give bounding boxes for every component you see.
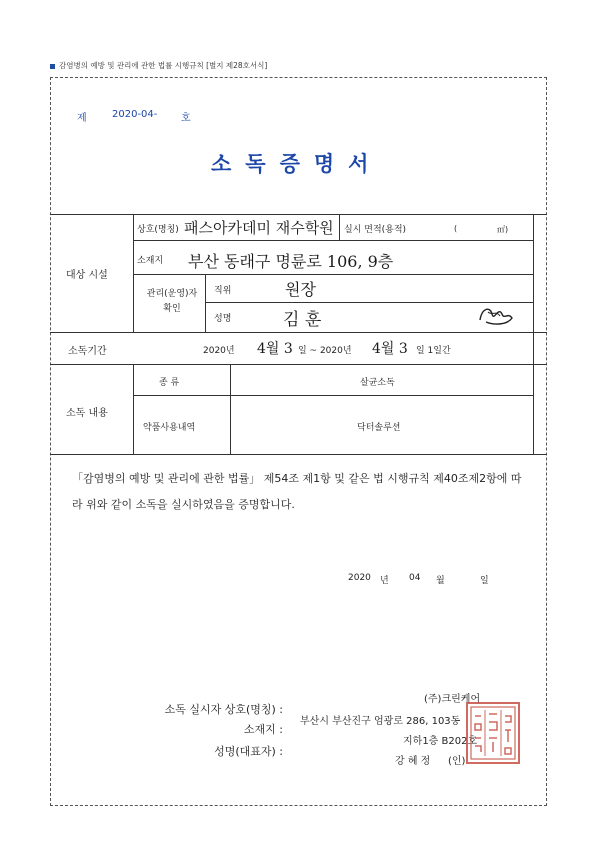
position-label: 직위 bbox=[214, 286, 232, 296]
performer-business: (주)크린케어 bbox=[424, 694, 481, 705]
table-line bbox=[50, 364, 547, 365]
table-line bbox=[133, 364, 134, 454]
performer-seal-mark: (인) bbox=[448, 756, 466, 767]
performer-business-label: 소독 실시자 상호(명칭) : bbox=[164, 703, 283, 716]
type-label: 종 류 bbox=[159, 378, 180, 388]
performer-address-line2: 지하1층 B202호 bbox=[403, 736, 478, 747]
certification-statement: 「감염병의 예방 및 관리에 관한 법률」 제54조 제1항 및 같은 법 시행규칙 제40조제2항에 따라 위와 같이 소독을 실시하였음을 증명합니다. bbox=[72, 472, 522, 511]
address-value: 부산 동래구 명륜로 106, 9층 bbox=[188, 252, 394, 271]
manager-label: 관리(운영)자 확인 bbox=[146, 289, 198, 314]
table-line bbox=[133, 395, 533, 396]
table-line bbox=[133, 214, 134, 332]
date-year: 2020 bbox=[348, 573, 371, 583]
doc-number-suffix: 호 bbox=[181, 113, 191, 124]
period-start-year: 2020년 bbox=[203, 346, 235, 356]
company-seal-icon bbox=[466, 702, 520, 764]
content-group-label: 소독 내용 bbox=[66, 408, 108, 419]
target-group-label: 대상 시설 bbox=[66, 270, 108, 281]
date-day-unit: 일 bbox=[480, 576, 489, 586]
table-line bbox=[339, 214, 340, 240]
table-line bbox=[230, 364, 231, 454]
drug-value: 닥터솔루션 bbox=[357, 423, 401, 433]
address-label: 소재지 bbox=[137, 256, 164, 266]
table-line bbox=[533, 214, 534, 454]
form-header bbox=[50, 60, 267, 71]
drug-label: 약품사용내역 bbox=[143, 423, 196, 433]
table-line bbox=[133, 274, 533, 275]
business-label: 상호(명칭) bbox=[137, 225, 179, 235]
business-value: 패스아카데미 재수학원 bbox=[184, 219, 334, 237]
date-month-unit: 월 bbox=[436, 576, 445, 586]
performer-address-line1: 부산시 부산진구 엄광로 286, 103동 bbox=[300, 716, 461, 727]
performer-name-label: 성명(대표자) : bbox=[214, 745, 283, 758]
name-label: 성명 bbox=[214, 314, 232, 324]
name-value: 김 훈 bbox=[283, 310, 322, 330]
form-header-text: 감염병의 예방 및 관리에 관한 법률 시행규칙 [별지 제28호서식] bbox=[59, 61, 268, 70]
table-line bbox=[133, 240, 533, 241]
doc-number-prefix: 제 bbox=[77, 113, 87, 124]
position-value: 원장 bbox=[285, 280, 316, 299]
table-line bbox=[205, 274, 206, 332]
date-year-unit: 년 bbox=[380, 576, 389, 586]
square-bullet-icon bbox=[50, 64, 55, 69]
table-line bbox=[50, 332, 547, 333]
signature-mark bbox=[476, 302, 516, 328]
area-label: 실시 면적(용적) bbox=[344, 225, 407, 235]
table-line bbox=[50, 214, 547, 215]
performer-representative: 강 혜 정 bbox=[395, 756, 431, 767]
period-end-day: 일 1일간 bbox=[416, 346, 451, 356]
document-title: 소독증명서 bbox=[211, 152, 383, 176]
period-label: 소독기간 bbox=[68, 346, 107, 357]
period-start-day: 일 ~ 2020년 bbox=[298, 346, 352, 356]
date-month: 04 bbox=[409, 573, 421, 583]
area-unit: ㎡) bbox=[497, 225, 509, 234]
performer-address-label: 소재지 : bbox=[243, 723, 283, 736]
period-end-md: 4월 3 bbox=[372, 341, 408, 357]
area-open: ( bbox=[454, 224, 458, 233]
table-line bbox=[50, 454, 547, 455]
type-value: 살균소독 bbox=[360, 378, 395, 388]
doc-number-value: 2020-04- bbox=[112, 109, 158, 120]
period-start-md: 4월 3 bbox=[257, 341, 293, 357]
